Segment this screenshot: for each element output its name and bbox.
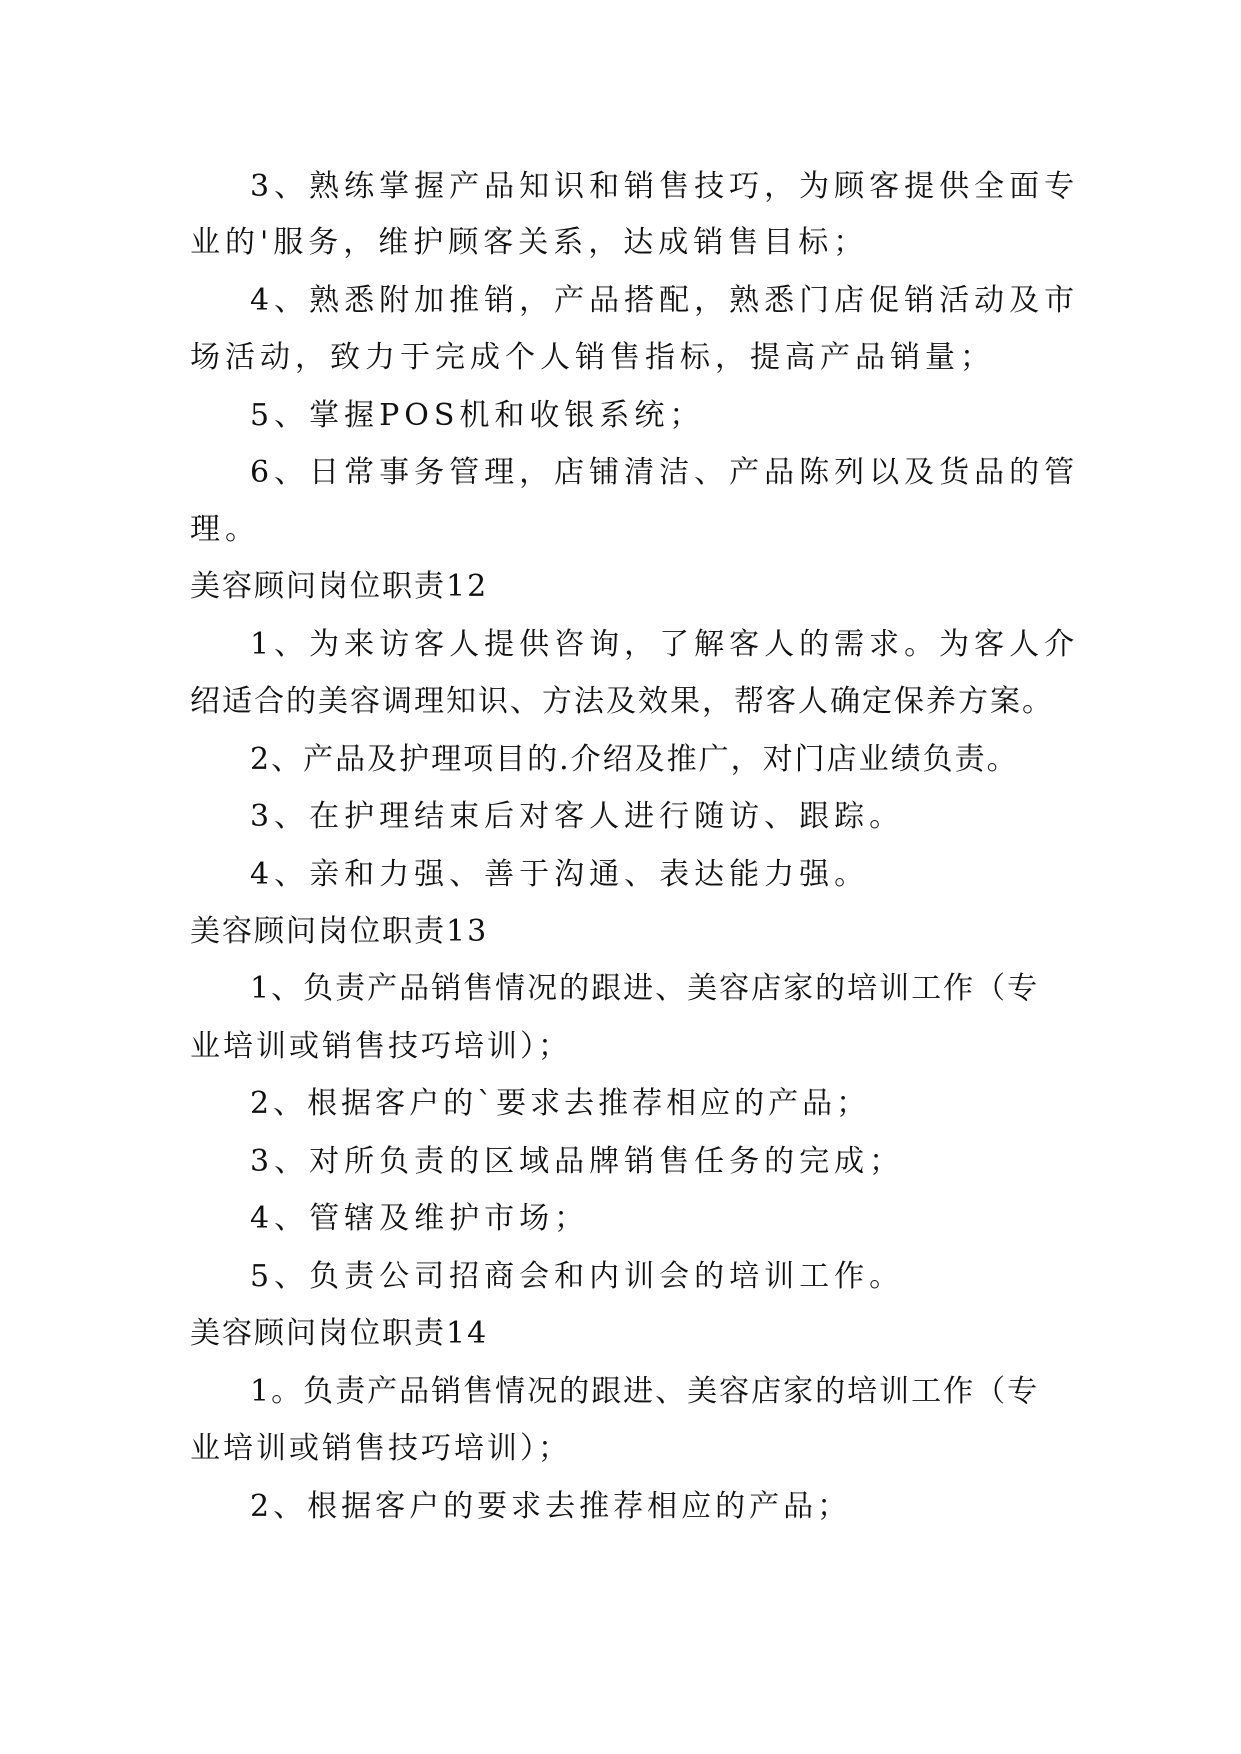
- paragraph-line: 2、根据客户的`要求去推荐相应的产品；: [250, 1086, 871, 1121]
- paragraph-line: 1。负责产品销售情况的跟进、美容店家的培训工作（专: [250, 1374, 1040, 1409]
- section-heading: 美容顾问岗位职责13: [190, 914, 489, 949]
- paragraph-line: 业培训或销售技巧培训）；: [190, 1029, 571, 1064]
- paragraph-line: 2、产品及护理项目的.介绍及推广，对门店业绩负责。: [250, 742, 1019, 777]
- paragraph-line: 场活动，致力于完成个人销售指标，提高产品销量；: [190, 340, 995, 375]
- paragraph-line: 5、掌握POS机和收银系统；: [250, 398, 705, 433]
- paragraph-line: 绍适合的美容调理知识、方法及效果，帮客人确定保养方案。: [190, 684, 1054, 719]
- paragraph-line: 4、管辖及维护市场；: [250, 1201, 590, 1236]
- section-heading: 美容顾问岗位职责14: [190, 1316, 489, 1351]
- paragraph-line: 业培训或销售技巧培训）；: [190, 1431, 571, 1466]
- paragraph-line: 业的'服务，维护顾客关系，达成销售目标；: [190, 225, 869, 260]
- paragraph-line: 3、在护理结束后对客人进行随访、跟踪。: [250, 799, 905, 834]
- paragraph-line: 4、亲和力强、善于沟通、表达能力强。: [250, 857, 870, 892]
- paragraph-line: 理。: [190, 512, 260, 547]
- paragraph-line: 4、熟悉附加推销，产品搭配，熟悉门店促销活动及市: [250, 283, 1080, 318]
- section-heading: 美容顾问岗位职责12: [190, 569, 489, 604]
- paragraph-line: 5、负责公司招商会和内训会的培训工作。: [250, 1259, 905, 1294]
- paragraph-line: 2、根据客户的要求去推荐相应的产品；: [250, 1489, 852, 1524]
- paragraph-line: 6、日常事务管理，店铺清洁、产品陈列以及货品的管: [250, 455, 1080, 490]
- paragraph-line: 1、负责产品销售情况的跟进、美容店家的培训工作（专: [250, 971, 1040, 1006]
- paragraph-line: 3、对所负责的区域品牌销售任务的完成；: [250, 1144, 905, 1179]
- paragraph-line: 1、为来访客人提供咨询，了解客人的需求。为客人介: [250, 627, 1080, 662]
- paragraph-line: 3、熟练掌握产品知识和销售技巧，为顾客提供全面专: [250, 169, 1080, 204]
